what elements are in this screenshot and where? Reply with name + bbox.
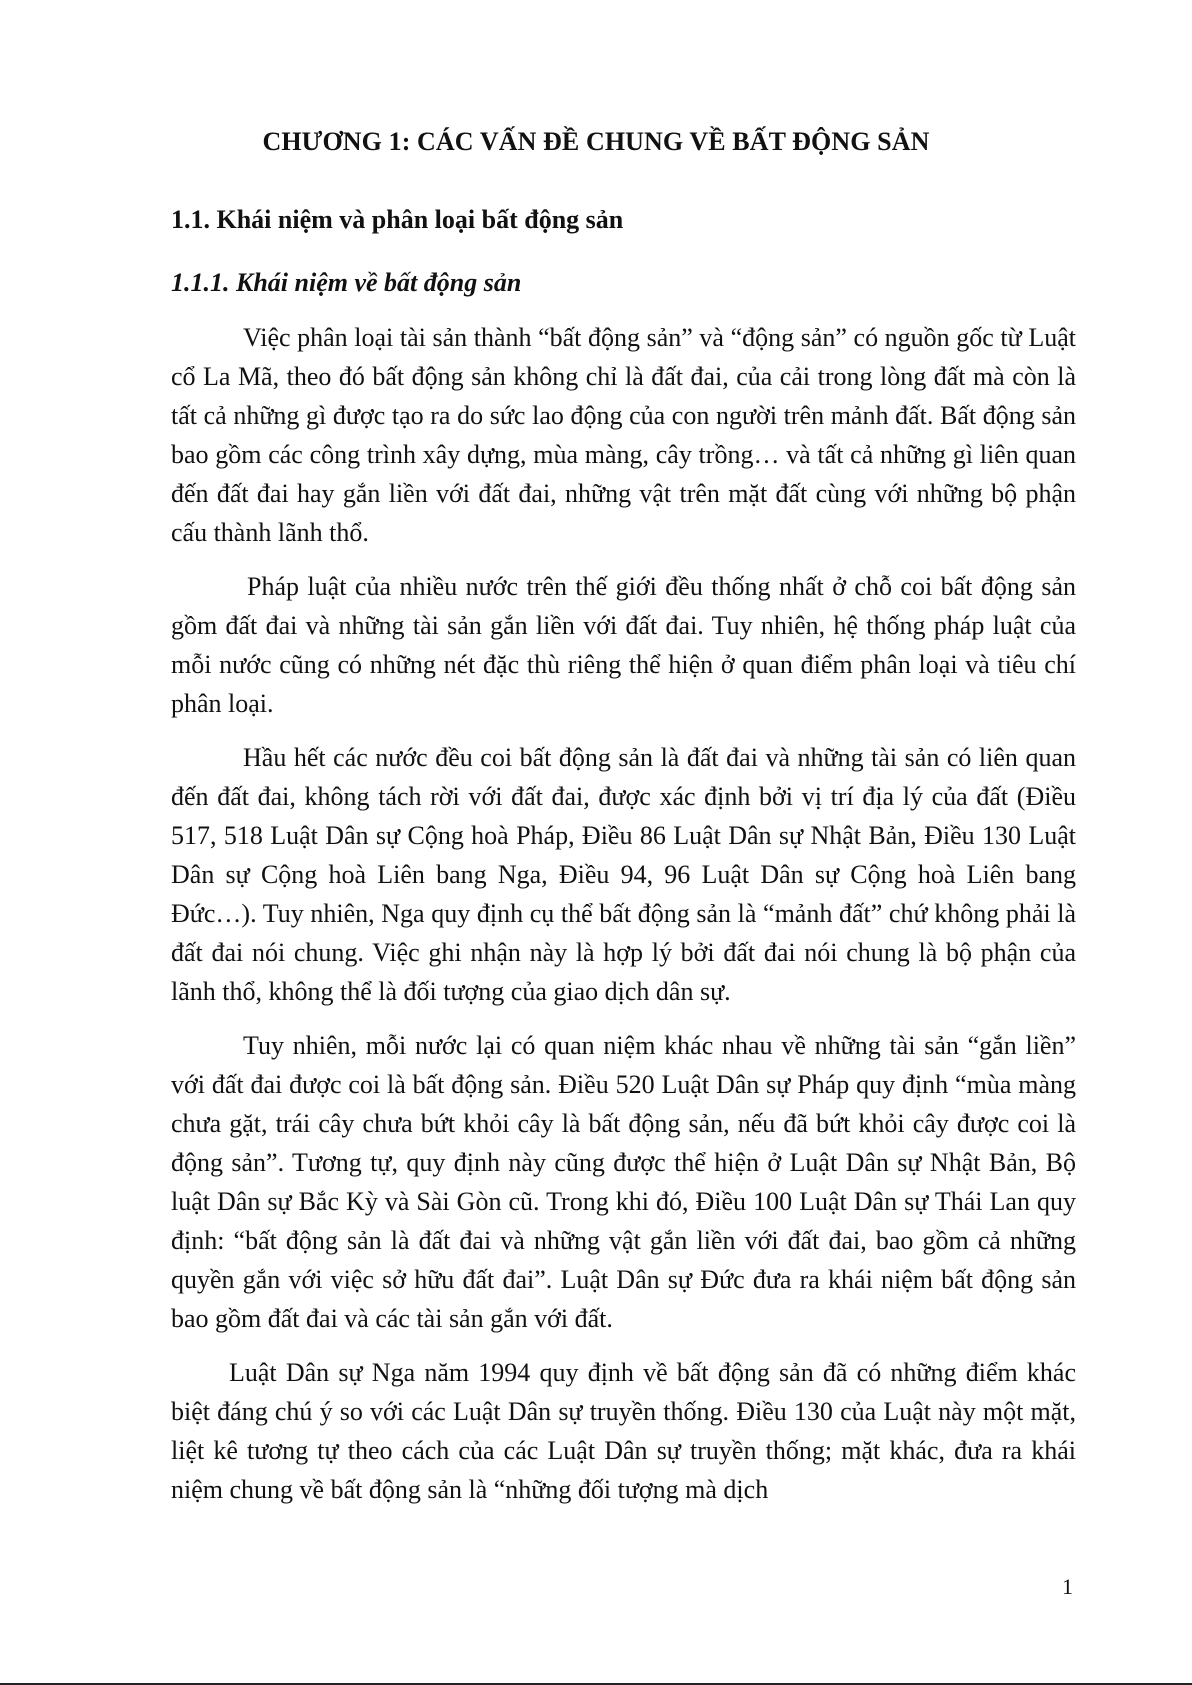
paragraph: Việc phân loại tài sản thành “bất động sản” và “động sản” có nguồn gốc từ Luật cổ La Mã, theo đó bất động sản không chỉ là đất đai, của cải trong lòng đất mà còn là tất cả những gì được tạo ra do sức lao động của con người trên mảnh đất. Bất động sản bao gồm các công trình xây dựng, mùa màng, cây trồng… và tất cả những gì liên quan đến đất đai hay gắn liền với đất đai, những vật trên mặt đất cùng với những bộ phận cấu thành lãnh thổ. <box>171 323 1076 547</box>
section-heading: 1.1. Khái niệm và phân loại bất động sản <box>171 205 624 234</box>
body-text <box>171 318 1076 1524</box>
paragraph: Tuy nhiên, mỗi nước lại có quan niệm khác nhau về những tài sản “gắn liền” với đất đai được coi là bất động sản. Điều 520 Luật Dân sự Pháp quy định “mùa màng chưa gặt, trái cây chưa bứt khỏi cây là bất động sản, nếu đã bứt khỏi cây được coi là động sản”. Tương tự, quy định này cũng được thể hiện ở Luật Dân sự Nhật Bản, Bộ luật Dân sự Bắc Kỳ và Sài Gòn cũ. Trong khi đó, Điều 100 Luật Dân sự Thái Lan quy định: “bất động sản là đất đai và những vật gắn liền với đất đai, bao gồm cả những quyền gắn với việc sở hữu đất đai”. Luật Dân sự Đức đưa ra khái niệm bất động sản bao gồm đất đai và các tài sản gắn với đất. <box>171 1031 1076 1333</box>
paragraph: Hầu hết các nước đều coi bất động sản là đất đai và những tài sản có liên quan đến đất đai, không tách rời với đất đai, được xác định bởi vị trí địa lý của đất (Điều 517, 518 Luật Dân sự Cộng hoà Pháp, Điều 86 Luật Dân sự Nhật Bản, Điều 130 Luật Dân sự Cộng hoà Liên bang Nga, Điều 94, 96 Luật Dân sự Cộng hoà Liên bang Đức…). Tuy nhiên, Nga quy định cụ thể bất động sản là “mảnh đất” chứ không phải là đất đai nói chung. Việc ghi nhận này là hợp lý bởi đất đai nói chung là bộ phận của lãnh thổ, không thể là đối tượng của giao dịch dân sự. <box>171 743 1076 1006</box>
page-number: 1 <box>1062 1574 1073 1599</box>
chapter-title: CHƯƠNG 1: CÁC VẤN ĐỀ CHUNG VỀ BẤT ĐỘNG SẢN <box>262 127 930 156</box>
subsection-heading: 1.1.1. Khái niệm về bất động sản <box>171 268 522 297</box>
paragraph: Luật Dân sự Nga năm 1994 quy định về bất động sản đã có những điểm khác biệt đáng chú ý so với các Luật Dân sự truyền thống. Điều 130 của Luật này một mặt, liệt kê tương tự theo cách của các Luật Dân sự truyền thống; mặt khác, đưa ra khái niệm chung về bất động sản là “những đối tượng mà dịch <box>171 1358 1076 1504</box>
paragraph: Pháp luật của nhiều nước trên thế giới đều thống nhất ở chỗ coi bất động sản gồm đất đai và những tài sản gắn liền với đất đai. Tuy nhiên, hệ thống pháp luật của mỗi nước cũng có những nét đặc thù riêng thể hiện ở quan điểm phân loại và tiêu chí phân loại. <box>171 572 1076 718</box>
